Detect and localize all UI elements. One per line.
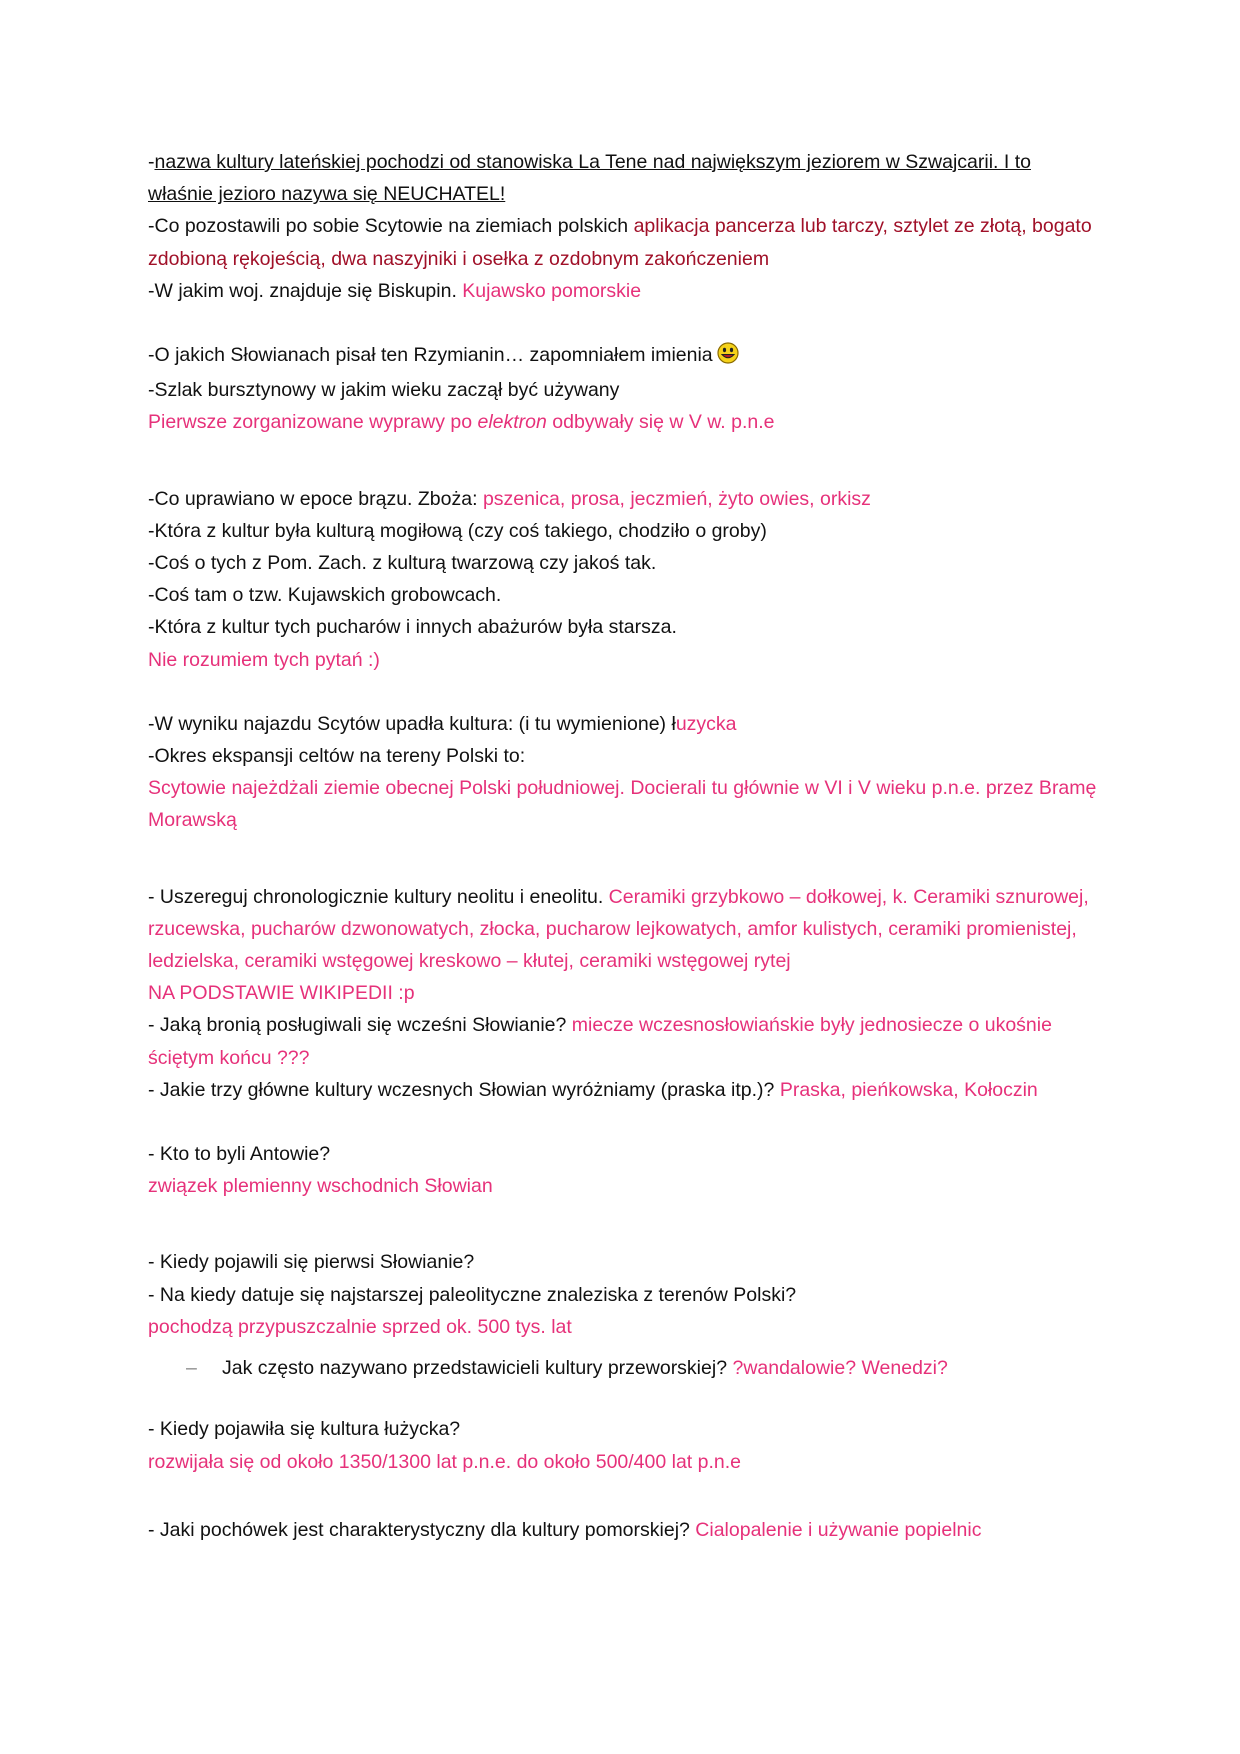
document-page <box>148 146 1098 1546</box>
answer-text: pszenica, prosa, jeczmień, żyto owies, orkisz <box>482 487 871 510</box>
answer-text: Ceramiki grzybkowo – dołkowej, k. Ceramiki sznurowej, rzucewska, pucharów dzwonowatych, złocka, pucharow lejkowatych, amfor kulistych, ceramiki promienistej, ledzielska, ceramiki wstęgowej kreskowo – kłutej, ceramiki wstęgowej rytej <box>148 885 1089 973</box>
question-text: -Szlak bursztynowy w jakim wieku zaczął być używany <box>148 379 620 402</box>
question-amber-road <box>148 374 1098 406</box>
question-kuyavian-tombs: -Coś tam o tzw. Kujawskich grobowcach. <box>148 584 502 607</box>
answer-text: odbywały się w V w. p.n.e <box>546 411 775 434</box>
question-first-slavs: - Kiedy pojawili się pierwsi Słowianie? <box>148 1251 475 1274</box>
question-barrow-culture: -Która z kultur była kulturą mogiłową (czy coś takiego, chodziło o groby) <box>148 519 767 542</box>
question-text: - Uszereguj chronologicznie kultury neolitu i eneolitu. <box>148 885 609 908</box>
answer-text: Praska, pieńkowska, Kołoczin <box>779 1078 1038 1101</box>
answer-text: ?wandalowie? Wenedzi? <box>732 1357 948 1380</box>
question-lusatian-culture: - Kiedy pojawiła się kultura łużycka? <box>148 1418 461 1441</box>
question-biskupin <box>148 275 1098 307</box>
answer-antes: związek plemienny wschodnich Słowian <box>148 1175 493 1198</box>
bullet-dash: – <box>186 1357 197 1380</box>
answer-paleolithic-finds: pochodzą przypuszczalnie sprzed ok. 500 tys. lat <box>148 1315 572 1338</box>
dash: - <box>148 151 155 173</box>
answer-dont-understand: Nie rozumiem tych pytań :) <box>148 648 380 671</box>
answer-lusatian-culture: rozwijała się od około 1350/1300 lat p.n.e. do około 500/400 lat p.n.e <box>148 1450 742 1473</box>
question-text: -Co pozostawili po sobie Scytowie na ziemiach polskich <box>148 215 634 238</box>
question-face-urn-culture: -Coś o tych z Pom. Zach. z kulturą twarzową czy jakoś tak. <box>148 552 657 575</box>
question-paleolithic-finds: - Na kiedy datuje się najstarszej paleolityczne znaleziska z terenów Polski? <box>148 1283 797 1306</box>
question-older-culture: -Która z kultur tych pucharów i innych abażurów była starsza. <box>148 616 677 639</box>
answer-text: Kujawsko pomorskie <box>462 279 642 302</box>
question-early-slav-cultures <box>148 1074 1098 1106</box>
question-text: Jak często nazywano przedstawicieli kultury przeworskiej? <box>222 1357 733 1380</box>
question-neolithic-order <box>148 881 1098 978</box>
question-text: -Co uprawiano w epoce brązu. Zboża: <box>148 487 483 510</box>
answer-text: uzycka <box>675 712 737 735</box>
answer-italic: elektron <box>477 411 547 434</box>
question-antes: - Kto to byli Antowie? <box>148 1143 331 1166</box>
answer-amber-road <box>148 406 1098 438</box>
question-scythians-left <box>148 210 1098 274</box>
question-text: -O jakich Słowianach pisał ten Rzymianin… zapomniałem imienia <box>148 344 713 367</box>
question-text: -W jakim woj. znajduje się Biskupin. <box>148 279 463 302</box>
question-pomeranian-burial <box>148 1514 1098 1546</box>
question-text: -W wyniku najazdu Scytów upadła kultura: (i tu wymienione) ł <box>148 712 676 735</box>
question-roman-slavs <box>148 339 1098 374</box>
answer-wikipedia-note: NA PODSTAWIE WIKIPEDII :p <box>148 982 415 1005</box>
question-text: - Jaki pochówek jest charakterystyczny dla kultury pomorskiej? <box>148 1518 696 1541</box>
question-text: - Jakie trzy główne kultury wczesnych Słowian wyróżniamy (praska itp.)? <box>148 1078 780 1101</box>
answer-text: miecze wczesnosłowiańskie były jednosiecze o ukośnie ściętym końcu ??? <box>148 1014 1052 1069</box>
question-scythian-invasion <box>148 708 1098 740</box>
answer-text: Cialopalenie i używanie popielnic <box>695 1518 982 1541</box>
question-celtic-expansion: -Okres ekspansji celtów na tereny Polski to: <box>148 745 526 768</box>
answer-celtic-expansion: Scytowie najeżdżali ziemie obecnej Polski południowej. Docierali tu głównie w VI i V wieku p.n.e. przez Bramę Morawską <box>148 777 1097 832</box>
question-early-slav-weapons <box>148 1009 1098 1073</box>
line-la-tene <box>148 146 1098 210</box>
question-bronze-age-grains <box>148 483 1098 515</box>
question-text: - Jaką bronią posługiwali się wcześni Słowianie? <box>148 1014 572 1037</box>
la-tene-text: nazwa kultury lateńskiej pochodzi od stanowiska La Tene nad największym jeziorem w Szwajcarii. I to właśnie jezioro nazywa się NEUCHATEL! <box>148 151 1031 206</box>
answer-text: aplikacja pancerza lub tarczy, sztylet ze złotą, bogato zdobioną rękojeścią, dwa naszyjniki i osełka z ozdobnym zakończeniem <box>148 215 1092 270</box>
answer-text: Pierwsze zorganizowane wyprawy po <box>148 411 478 434</box>
bullet-przeworsk <box>148 1352 1098 1384</box>
smiley-icon <box>717 342 739 374</box>
